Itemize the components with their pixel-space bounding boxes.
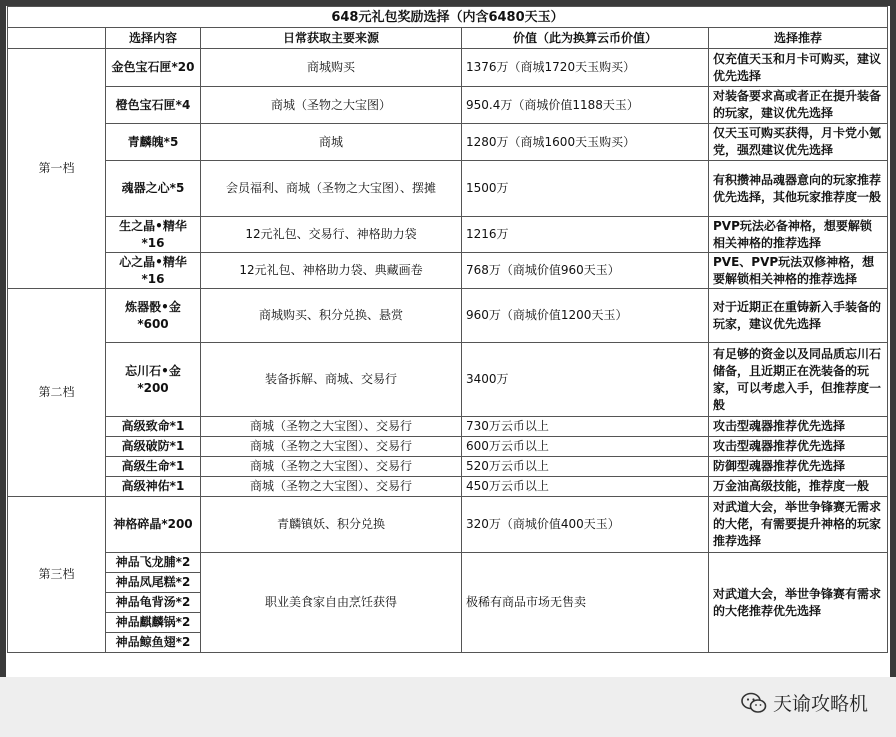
item-recommend: 有积攒神品魂器意向的玩家推荐优先选择，其他玩家推荐度一般	[709, 161, 888, 217]
item-value: 950.4万（商城价值1188天玉）	[462, 87, 709, 124]
item-recommend: 仅天玉可购买获得，月卡党小氪党，强烈建议优先选择	[709, 124, 888, 161]
item-source: 青麟镇妖、积分兑换	[201, 497, 462, 553]
item-recommend: 对装备要求高或者正在提升装备的玩家，建议优先选择	[709, 87, 888, 124]
item-source: 12元礼包、神格助力袋、典藏画卷	[201, 253, 462, 289]
item-recommend: 有足够的资金以及同品质忘川石储备，且近期正在洗装备的玩家，可以考虑入手，但推荐度一般	[709, 343, 888, 417]
food-value: 极稀有商品市场无售卖	[462, 553, 709, 653]
item-value: 1280万（商城1600天玉购买）	[462, 124, 709, 161]
table-row	[8, 457, 888, 477]
item-name: 魂器之心*5	[106, 161, 201, 217]
header-blank	[8, 28, 106, 49]
item-recommend: PVP玩法必备神格，想要解锁相关神格的推荐选择	[709, 217, 888, 253]
table-row	[8, 87, 888, 124]
table-row	[8, 49, 888, 87]
food-source: 职业美食家自由烹饪获得	[201, 553, 462, 653]
item-name: 神品飞龙脯*2	[106, 553, 201, 573]
item-source: 会员福利、商城（圣物之大宝图）、摆摊	[201, 161, 462, 217]
item-recommend: 防御型魂器推荐优先选择	[709, 457, 888, 477]
item-source: 商城（圣物之大宝图）、交易行	[201, 457, 462, 477]
item-name: 高级破防*1	[106, 437, 201, 457]
table-row	[8, 253, 888, 289]
item-name: 心之晶•精华*16	[106, 253, 201, 289]
footer-bar	[0, 677, 896, 737]
wechat-icon	[741, 692, 767, 714]
item-value: 1216万	[462, 217, 709, 253]
item-name: 高级生命*1	[106, 457, 201, 477]
item-source: 商城（圣物之大宝图）、交易行	[201, 477, 462, 497]
table-sheet	[6, 6, 890, 677]
item-source: 商城（圣物之大宝图）、交易行	[201, 417, 462, 437]
item-source: 商城（圣物之大宝图）、交易行	[201, 437, 462, 457]
item-value: 730万云币以上	[462, 417, 709, 437]
item-value: 600万云币以上	[462, 437, 709, 457]
header-item: 选择内容	[106, 28, 201, 49]
watermark	[741, 689, 868, 716]
item-source: 装备拆解、商城、交易行	[201, 343, 462, 417]
item-recommend: 万金油高级技能，推荐度一般	[709, 477, 888, 497]
item-source: 商城购买、积分兑换、悬赏	[201, 289, 462, 343]
item-recommend: 仅充值天玉和月卡可购买，建议优先选择	[709, 49, 888, 87]
watermark-text: 天谕攻略机	[772, 693, 868, 715]
item-value: 520万云币以上	[462, 457, 709, 477]
table-title: 648元礼包奖励选择（内含6480天玉）	[8, 7, 888, 28]
item-source: 商城（圣物之大宝图）	[201, 87, 462, 124]
item-recommend: 攻击型魂器推荐优先选择	[709, 417, 888, 437]
tier-2-label: 第二档	[8, 289, 106, 497]
item-name: 神品麒麟锅*2	[106, 613, 201, 633]
item-source: 商城	[201, 124, 462, 161]
header-recommend: 选择推荐	[709, 28, 888, 49]
item-value: 450万云币以上	[462, 477, 709, 497]
item-value: 1500万	[462, 161, 709, 217]
header-value: 价值（此为换算云币价值）	[462, 28, 709, 49]
table-row	[8, 343, 888, 417]
item-name: 神品凤尾糕*2	[106, 573, 201, 593]
item-name: 神品龟背汤*2	[106, 593, 201, 613]
table-row	[8, 124, 888, 161]
item-name: 青麟魄*5	[106, 124, 201, 161]
reward-table	[7, 6, 888, 653]
item-name: 炼器骰•金*600	[106, 289, 201, 343]
item-source: 12元礼包、交易行、神格助力袋	[201, 217, 462, 253]
item-recommend: PVE、PVP玩法双修神格，想要解锁相关神格的推荐选择	[709, 253, 888, 289]
item-name: 忘川石•金*200	[106, 343, 201, 417]
item-name: 橙色宝石匣*4	[106, 87, 201, 124]
table-row	[8, 497, 888, 553]
table-row	[8, 417, 888, 437]
item-recommend: 对于近期正在重铸新入手装备的玩家，建议优先选择	[709, 289, 888, 343]
table-row	[8, 161, 888, 217]
item-value: 1376万（商城1720天玉购买）	[462, 49, 709, 87]
item-value: 3400万	[462, 343, 709, 417]
table-row	[8, 289, 888, 343]
item-name: 神品鲸鱼翅*2	[106, 633, 201, 653]
item-name: 神格碎晶*200	[106, 497, 201, 553]
item-value: 320万（商城价值400天玉）	[462, 497, 709, 553]
item-name: 生之晶•精华*16	[106, 217, 201, 253]
table-row	[8, 217, 888, 253]
item-recommend: 攻击型魂器推荐优先选择	[709, 437, 888, 457]
item-recommend: 对武道大会，举世争锋赛无需求的大佬，有需要提升神格的玩家推荐选择	[709, 497, 888, 553]
table-row	[8, 553, 888, 573]
table-row	[8, 477, 888, 497]
item-name: 金色宝石匣*20	[106, 49, 201, 87]
header-source: 日常获取主要来源	[201, 28, 462, 49]
item-name: 高级神佑*1	[106, 477, 201, 497]
table-row	[8, 437, 888, 457]
item-value: 768万（商城价值960天玉）	[462, 253, 709, 289]
food-recommend: 对武道大会，举世争锋赛有需求的大佬推荐优先选择	[709, 553, 888, 653]
item-name: 高级致命*1	[106, 417, 201, 437]
item-source: 商城购买	[201, 49, 462, 87]
item-value: 960万（商城价值1200天玉）	[462, 289, 709, 343]
tier-1-label: 第一档	[8, 49, 106, 289]
tier-3-label: 第三档	[8, 497, 106, 653]
